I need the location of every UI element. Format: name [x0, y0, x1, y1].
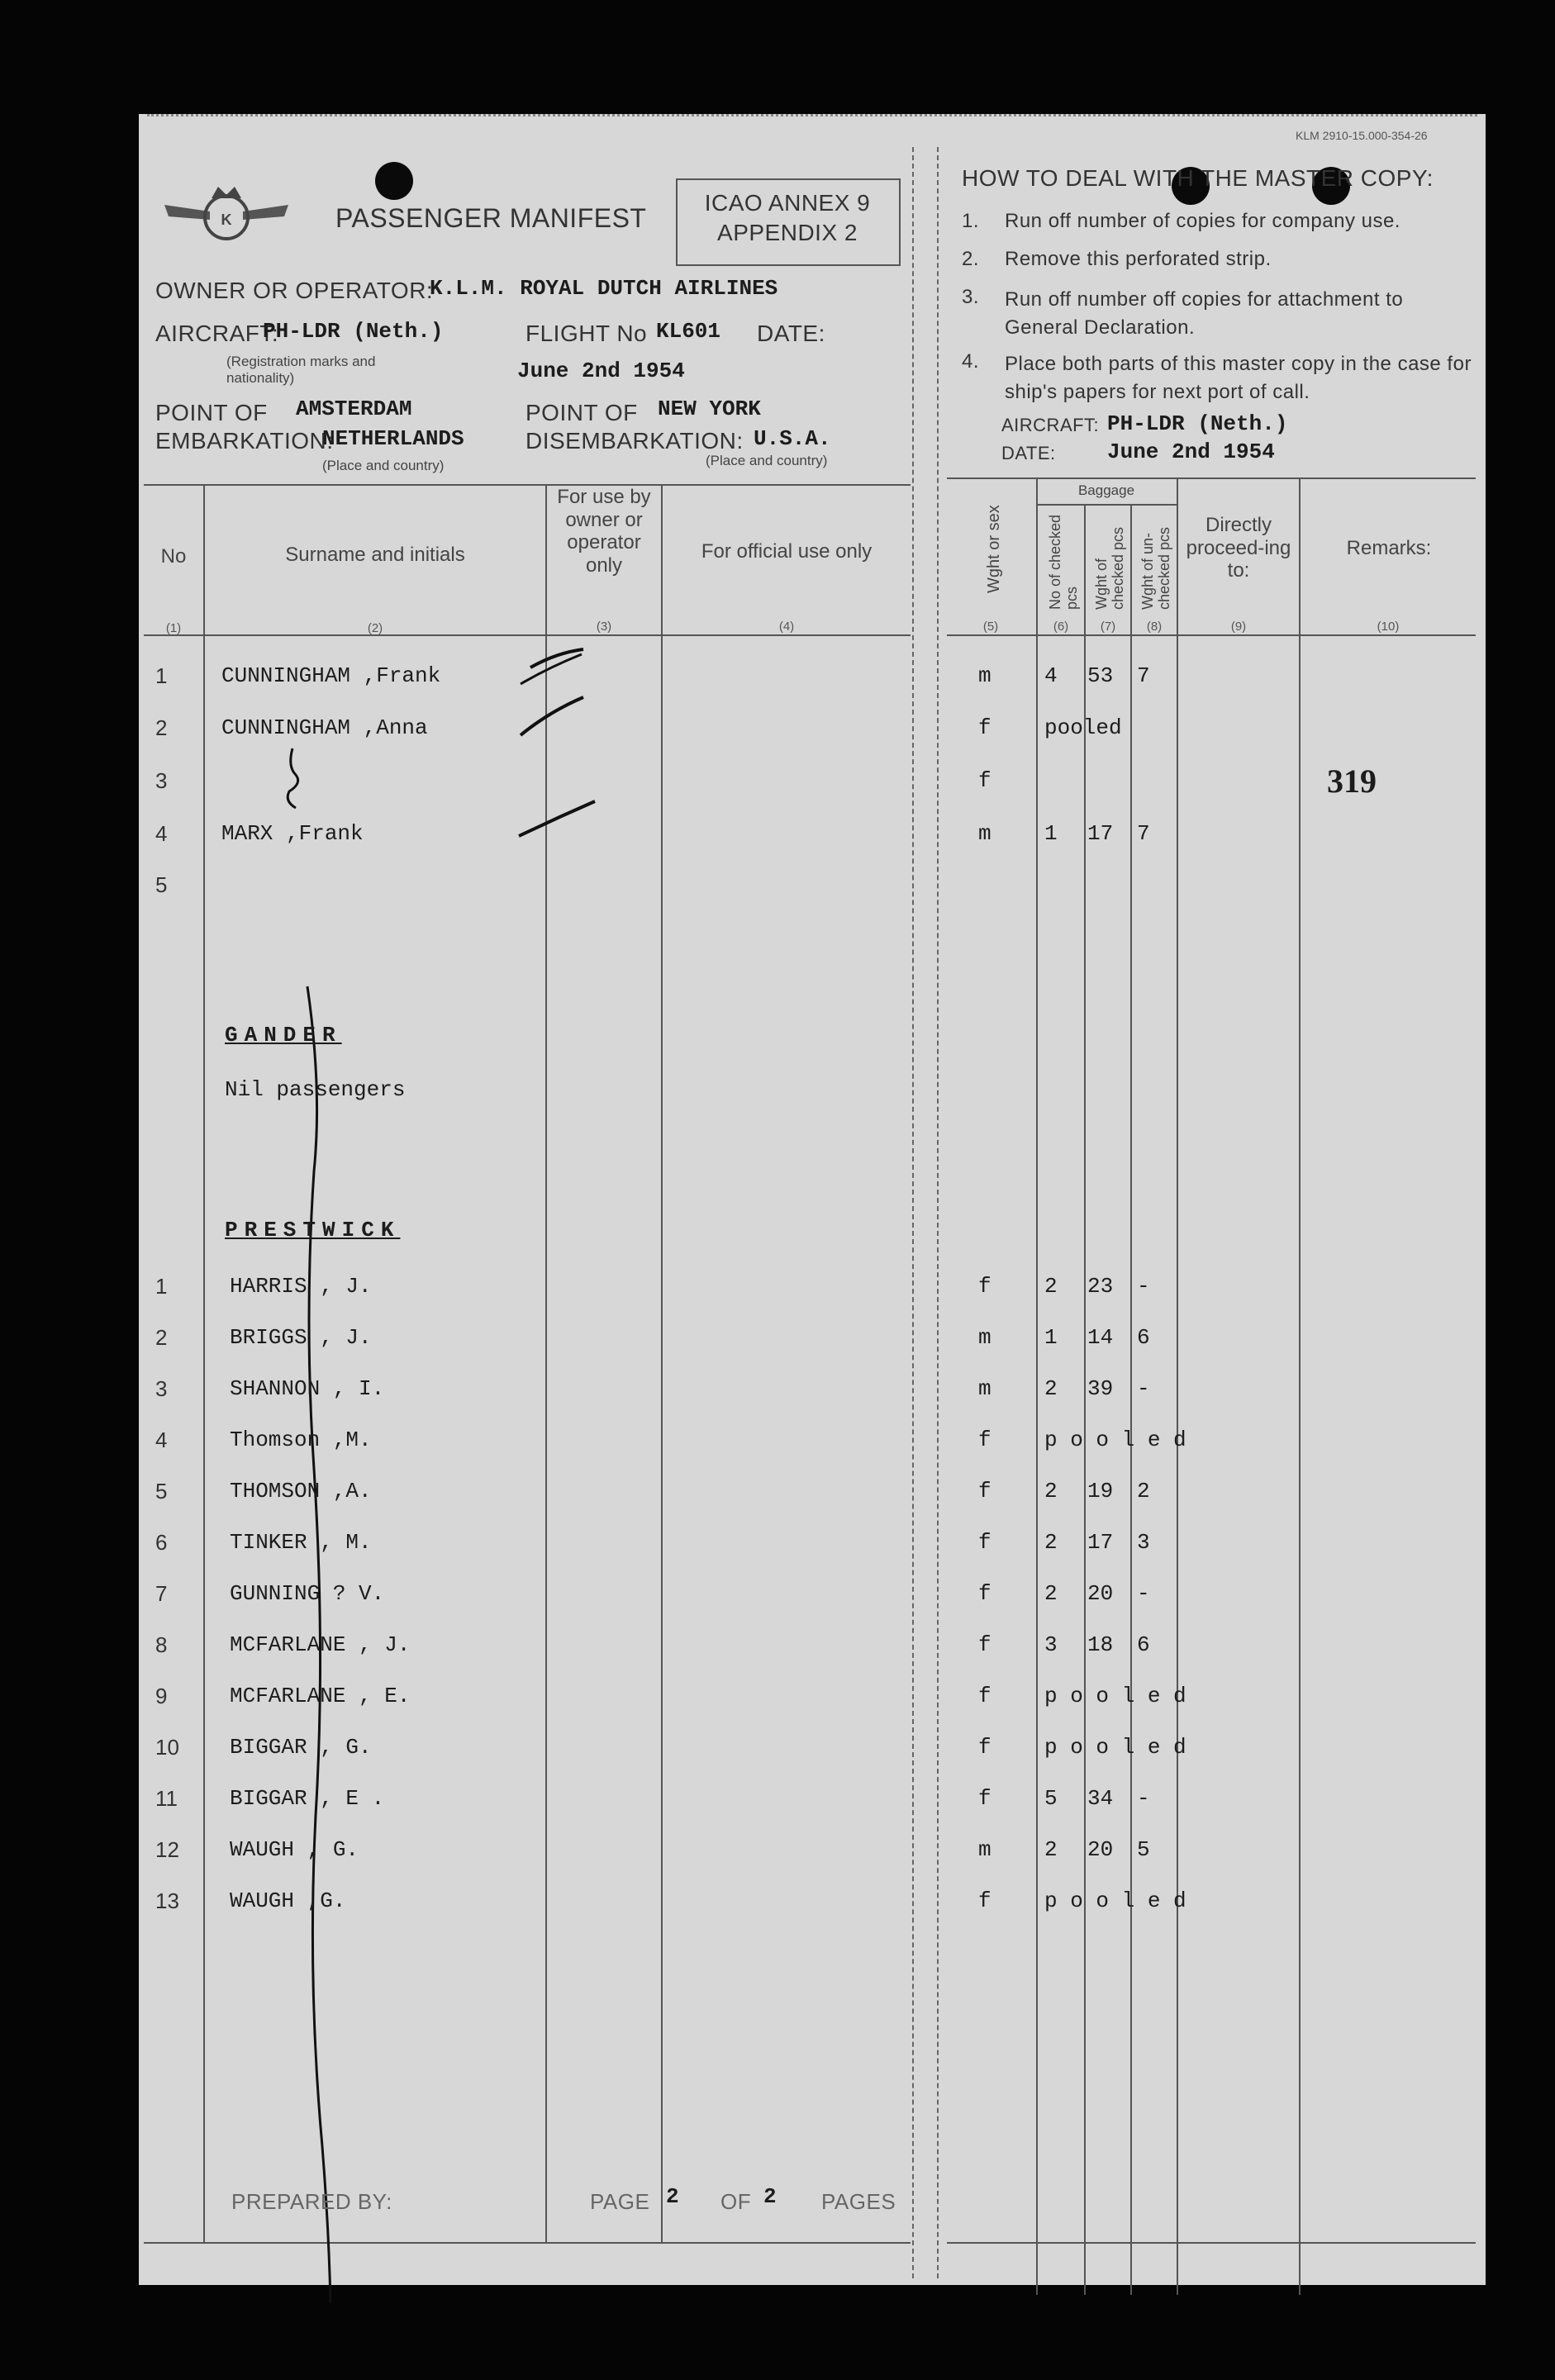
klm-crown-logo: [160, 180, 292, 246]
row-checked-pcs: 5: [1044, 1786, 1058, 1811]
col-divider: [1299, 477, 1301, 2295]
col-head-no: No: [160, 545, 187, 568]
row-checked-weight: 17: [1087, 821, 1114, 846]
row-unchecked-weight: -: [1137, 1786, 1150, 1811]
col-divider: [1177, 477, 1178, 2295]
row-no: 5: [155, 872, 168, 897]
row-pooled: p o o l e d: [1044, 1428, 1186, 1452]
passenger-name: BIGGAR , G.: [230, 1735, 372, 1760]
col-num-9: (9): [1230, 620, 1247, 634]
right-table-header-bottom: [947, 634, 1476, 636]
col-head-remarks: Remarks:: [1346, 537, 1432, 559]
row-no: 11: [155, 1786, 178, 1811]
row-checked-pcs: 2: [1044, 1479, 1058, 1504]
col-head-wght-unchecked: Wght of un-checked pcs: [1139, 526, 1172, 610]
row-checked-weight: 18: [1087, 1632, 1114, 1657]
embarkation-label: EMBARKATION:: [155, 428, 334, 454]
col-head-no-checked: No of checked pcs: [1047, 514, 1080, 610]
row-sex: m: [978, 663, 991, 688]
row-sex: f: [978, 1530, 991, 1555]
row-no: 8: [155, 1632, 168, 1657]
col-head-official: For official use only: [701, 540, 873, 563]
col-head-baggage: Baggage: [1077, 482, 1135, 498]
row-no: 10: [155, 1735, 179, 1760]
row-sex: f: [978, 1581, 991, 1606]
col-head-surname: Surname and initials: [285, 544, 465, 566]
passenger-name: CUNNINGHAM ,Anna: [221, 715, 428, 740]
row-unchecked-weight: 7: [1137, 663, 1150, 688]
page-label: PAGE: [590, 2189, 650, 2214]
date-value: June 2nd 1954: [517, 359, 685, 383]
passenger-name: GUNNING ? V.: [230, 1581, 385, 1606]
row-checked-weight: 39: [1087, 1376, 1114, 1401]
row-no: 6: [155, 1530, 168, 1555]
row-sex: f: [978, 1428, 991, 1452]
row-no: 4: [155, 821, 168, 846]
row-pooled: p o o l e d: [1044, 1888, 1186, 1913]
row-checked-pcs: 3: [1044, 1632, 1058, 1657]
instruction-num: 4.: [962, 350, 980, 373]
embarkation-city: AMSTERDAM: [296, 397, 412, 421]
row-sex: f: [978, 715, 991, 740]
row-unchecked-weight: 6: [1137, 1632, 1150, 1657]
left-table-top: [144, 484, 911, 486]
row-checked-weight: 34: [1087, 1786, 1114, 1811]
col-divider: [661, 484, 663, 2244]
point-of-disembark-label: POINT OF: [525, 400, 638, 425]
icao-annex: ICAO ANNEX 9: [704, 190, 871, 216]
col-divider: [1084, 504, 1086, 2295]
passenger-name: MARX ,Frank: [221, 821, 364, 846]
perforated-strip: [937, 147, 939, 2278]
form-code: KLM 2910-15.000-354-26: [1296, 129, 1428, 142]
instruction-text: Place both parts of this master copy in the case for ship's papers for next port of call.: [1005, 353, 1472, 403]
flight-value: KL601: [656, 319, 721, 344]
col-divider: [203, 484, 205, 2244]
row-sex: f: [978, 1888, 991, 1913]
row-sex: f: [978, 1632, 991, 1657]
passenger-name: HARRIS , J.: [230, 1274, 372, 1299]
passenger-name: BRIGGS , J.: [230, 1325, 372, 1350]
row-checked-pcs: 4: [1044, 663, 1058, 688]
disembarkation-country: U.S.A.: [754, 426, 831, 451]
passenger-name: BIGGAR , E .: [230, 1786, 385, 1811]
row-checked-pcs: 2: [1044, 1274, 1058, 1299]
row-no: 3: [155, 1376, 168, 1401]
icao-appendix: APPENDIX 2: [717, 220, 858, 245]
instruction-num: 1.: [962, 210, 980, 232]
passenger-name: WAUGH ,G.: [230, 1888, 346, 1913]
row-sex: m: [978, 1325, 991, 1350]
row-no: 12: [155, 1837, 179, 1862]
row-sex: f: [978, 768, 991, 793]
row-unchecked-weight: 7: [1137, 821, 1150, 846]
row-no: 3: [155, 768, 168, 793]
row-no: 1: [155, 1274, 168, 1299]
row-unchecked-weight: -: [1137, 1376, 1150, 1401]
manifest-title: PASSENGER MANIFEST: [335, 203, 647, 233]
row-sex: f: [978, 1786, 991, 1811]
owner-label: OWNER OR OPERATOR:: [155, 278, 434, 303]
right-aircraft-value: PH-LDR (Neth.): [1107, 411, 1288, 436]
row-pooled: pooled: [1044, 715, 1122, 740]
col-head-sex: Wght or sex: [985, 505, 1003, 593]
row-pooled: p o o l e d: [1044, 1684, 1186, 1708]
section-prestwick: PRESTWICK: [225, 1218, 401, 1242]
right-aircraft-label: AIRCRAFT:: [1001, 415, 1100, 435]
row-pooled: p o o l e d: [1044, 1735, 1186, 1760]
instruction-text: Remove this perforated strip.: [1005, 248, 1272, 270]
row-no: 4: [155, 1428, 168, 1452]
perforated-strip: [912, 147, 914, 2278]
row-checked-pcs: 1: [1044, 821, 1058, 846]
perforated-edge: [147, 114, 1477, 121]
row-unchecked-weight: 2: [1137, 1479, 1150, 1504]
col-head-owner: For use by owner or operator only: [557, 486, 651, 577]
row-unchecked-weight: 5: [1137, 1837, 1150, 1862]
instruction-text: Run off number off copies for attachment to General Declaration.: [1005, 288, 1404, 339]
section-gander: GANDER: [225, 1023, 342, 1047]
flight-label: FLIGHT No: [525, 321, 648, 346]
row-sex: m: [978, 1837, 991, 1862]
page-number: 2: [666, 2184, 679, 2209]
right-table-bottom: [947, 2242, 1476, 2244]
prepared-by-label: PREPARED BY:: [231, 2189, 392, 2214]
disembarkation-city: NEW YORK: [658, 397, 761, 421]
embark-place-note: (Place and country): [322, 458, 445, 473]
baggage-subhead: [1036, 504, 1177, 506]
row-checked-weight: 20: [1087, 1581, 1114, 1606]
handwritten-ticks: [516, 643, 615, 857]
passenger-name: SHANNON , I.: [230, 1376, 385, 1401]
row-checked-weight: 20: [1087, 1837, 1114, 1862]
row-sex: f: [978, 1479, 991, 1504]
right-date-value: June 2nd 1954: [1107, 439, 1275, 464]
gander-note: Nil passengers: [225, 1077, 406, 1102]
row-sex: f: [978, 1735, 991, 1760]
passenger-name: WAUGH , G.: [230, 1837, 359, 1862]
aircraft-label: AIRCRAFT:: [155, 321, 279, 346]
disembarkation-label: DISEMBARKATION:: [525, 428, 744, 454]
row-no: 2: [155, 715, 168, 740]
row-checked-pcs: 2: [1044, 1530, 1058, 1555]
row-unchecked-weight: -: [1137, 1581, 1150, 1606]
col-num-5: (5): [982, 620, 999, 634]
row-unchecked-weight: 6: [1137, 1325, 1150, 1350]
passenger-name: MCFARLANE , J.: [230, 1632, 411, 1657]
remarks-value: 319: [1327, 762, 1377, 800]
manifest-sheet: [139, 114, 1486, 2285]
row-checked-pcs: 2: [1044, 1837, 1058, 1862]
col-num-7: (7): [1100, 620, 1116, 634]
passenger-name: Thomson ,M.: [230, 1428, 372, 1452]
of-number: 2: [763, 2184, 777, 2209]
row-no: 7: [155, 1581, 168, 1606]
row-unchecked-weight: 3: [1137, 1530, 1150, 1555]
owner-value: K.L.M. ROYAL DUTCH AIRLINES: [430, 276, 778, 301]
pages-label: PAGES: [821, 2189, 896, 2214]
col-head-wght-checked: Wght of checked pcs: [1093, 526, 1126, 610]
row-checked-weight: 53: [1087, 663, 1114, 688]
punch-hole: [375, 162, 413, 200]
row-sex: f: [978, 1684, 991, 1708]
passenger-name: CUNNINGHAM ,Frank: [221, 663, 441, 688]
row-checked-pcs: 2: [1044, 1376, 1058, 1401]
right-table-top: [947, 477, 1476, 479]
row-checked-weight: 19: [1087, 1479, 1114, 1504]
col-num-8: (8): [1146, 620, 1163, 634]
col-num-3: (3): [596, 620, 612, 634]
row-unchecked-weight: -: [1137, 1274, 1150, 1299]
col-num-2: (2): [367, 621, 383, 635]
row-no: 9: [155, 1684, 168, 1708]
row-no: 2: [155, 1325, 168, 1350]
passenger-name: THOMSON ,A.: [230, 1479, 372, 1504]
row-no: 13: [155, 1888, 179, 1913]
col-divider: [1036, 477, 1038, 2295]
point-of-embark-label: POINT OF: [155, 400, 268, 425]
row-checked-weight: 14: [1087, 1325, 1114, 1350]
aircraft-note: (Registration marks and nationality): [226, 354, 376, 386]
row-checked-pcs: 2: [1044, 1581, 1058, 1606]
disembark-place-note: (Place and country): [706, 453, 828, 468]
row-sex: m: [978, 1376, 991, 1401]
date-label: DATE:: [757, 321, 825, 346]
row-no: 5: [155, 1479, 168, 1504]
passenger-name: TINKER , M.: [230, 1530, 372, 1555]
col-num-6: (6): [1053, 620, 1069, 634]
col-num-1: (1): [165, 621, 182, 635]
row-sex: m: [978, 821, 991, 846]
row-checked-weight: 17: [1087, 1530, 1114, 1555]
svg-text:K: K: [221, 211, 232, 228]
right-date-label: DATE:: [1001, 443, 1056, 463]
row-checked-weight: 23: [1087, 1274, 1114, 1299]
col-num-10: (10): [1377, 620, 1400, 634]
instruction-num: 3.: [962, 286, 980, 308]
of-label: OF: [720, 2189, 752, 2214]
col-divider: [1130, 504, 1132, 2295]
row-no: 1: [155, 663, 168, 688]
passenger-name: MCFARLANE , E.: [230, 1684, 411, 1708]
handwritten-bracket-line: [254, 742, 370, 2311]
col-num-4: (4): [778, 620, 795, 634]
row-checked-pcs: 1: [1044, 1325, 1058, 1350]
aircraft-value: PH-LDR (Neth.): [263, 319, 444, 344]
instructions-title: HOW TO DEAL WITH THE MASTER COPY:: [962, 165, 1434, 191]
instruction-num: 2.: [962, 248, 980, 270]
col-head-directly: Directly proceed-ing to:: [1186, 514, 1291, 582]
instruction-text: Run off number of copies for company use.: [1005, 210, 1400, 232]
row-sex: f: [978, 1274, 991, 1299]
embarkation-country: NETHERLANDS: [322, 426, 464, 451]
